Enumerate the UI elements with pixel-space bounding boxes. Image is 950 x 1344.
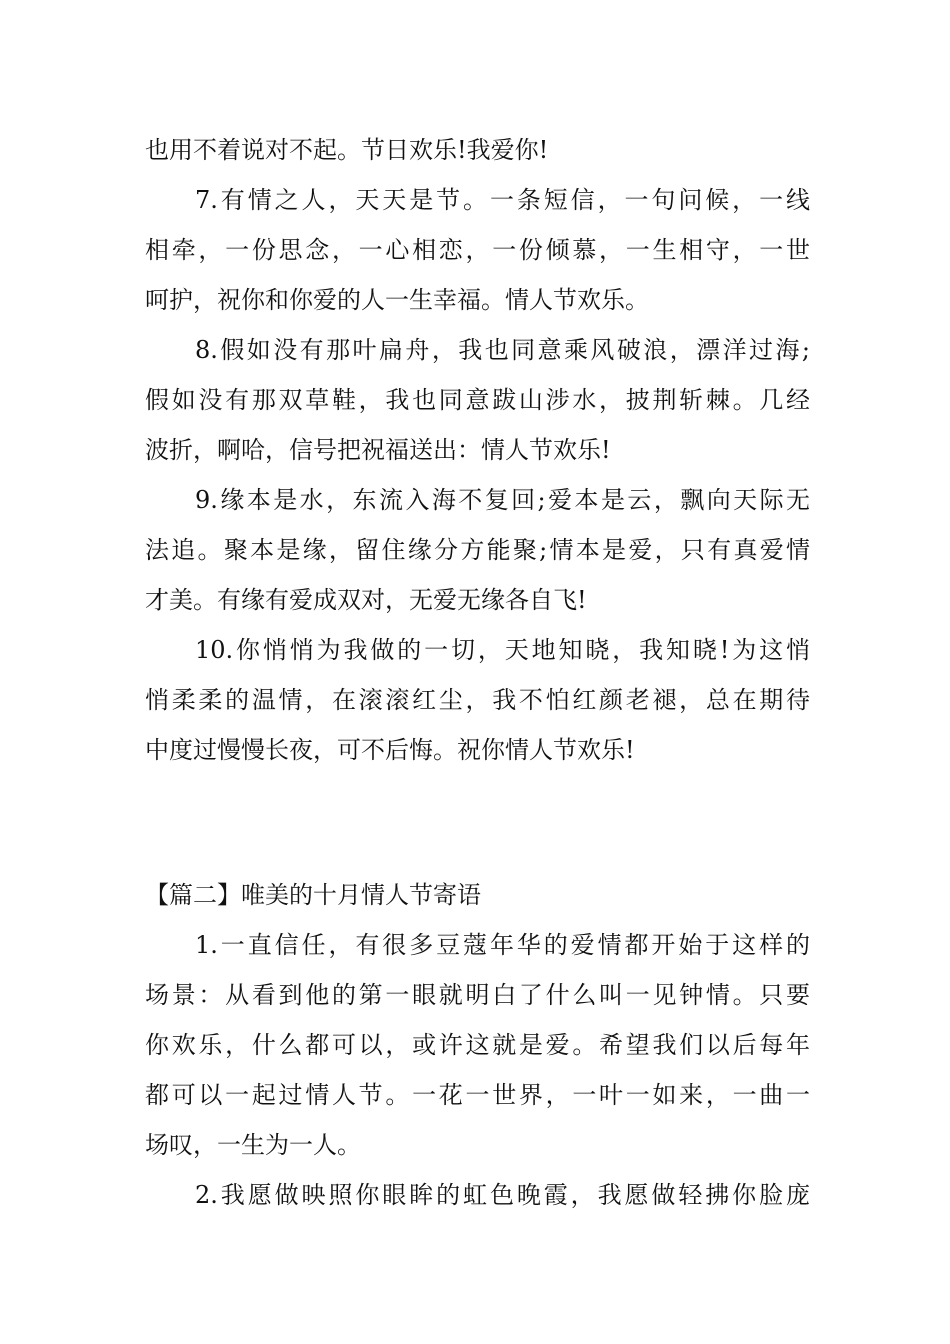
text-line: 悄柔柔的温情，在滚滚红尘，我不怕红颜老褪，总在期待: [145, 686, 810, 714]
text-line: 8.假如没有那叶扁舟，我也同意乘风破浪，漂洋过海;: [195, 336, 810, 364]
text-line: 呵护，祝你和你爱的人一生幸福。情人节欢乐。: [145, 286, 649, 314]
text-line: 1.一直信任，有很多豆蔻年华的爱情都开始于这样的: [195, 931, 810, 959]
text-line: 场叹，一生为一人。: [145, 1131, 361, 1159]
text-line: 10.你悄悄为我做的一切，天地知晓，我知晓!为这悄: [195, 636, 810, 664]
text-line: 中度过慢慢长夜，可不后悔。祝你情人节欢乐!: [145, 736, 635, 764]
section-heading: 【篇二】唯美的十月情人节寄语: [145, 881, 481, 909]
text-line: 也用不着说对不起。节日欢乐!我爱你!: [145, 136, 549, 164]
text-line: 9.缘本是水，东流入海不复回;爱本是云，飘向天际无: [195, 486, 810, 514]
text-line: 法追。聚本是缘，留住缘分方能聚;情本是爱，只有真爱情: [145, 536, 810, 564]
text-line: 相牵，一份思念，一心相恋，一份倾慕，一生相守，一世: [145, 236, 810, 264]
text-line: 2.我愿做映照你眼眸的虹色晚霞，我愿做轻拂你脸庞: [195, 1181, 810, 1209]
text-line: 假如没有那双草鞋，我也同意跋山涉水，披荆斩棘。几经: [145, 386, 810, 414]
text-line: 都可以一起过情人节。一花一世界，一叶一如来，一曲一: [145, 1081, 810, 1109]
text-line: 你欢乐，什么都可以，或许这就是爱。希望我们以后每年: [145, 1031, 810, 1059]
text-line: 7.有情之人，天天是节。一条短信，一句问候，一线: [195, 186, 810, 214]
text-line: 波折，啊哈，信号把祝福送出：情人节欢乐!: [145, 436, 611, 464]
text-line: 才美。有缘有爱成双对，无爱无缘各自飞!: [145, 586, 587, 614]
text-line: 场景：从看到他的第一眼就明白了什么叫一见钟情。只要: [145, 981, 810, 1009]
